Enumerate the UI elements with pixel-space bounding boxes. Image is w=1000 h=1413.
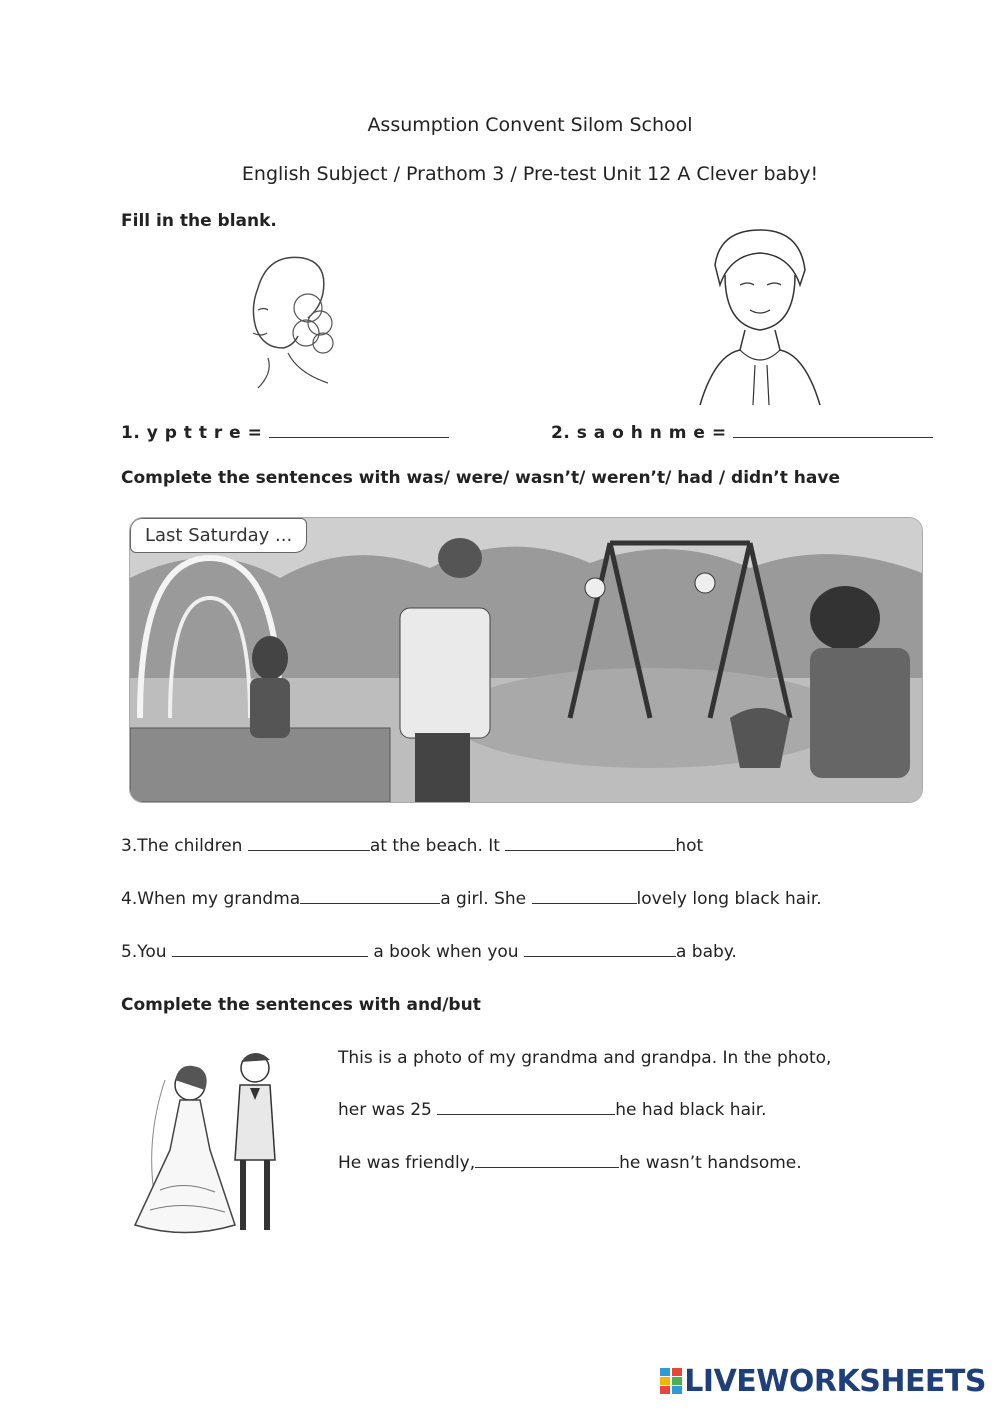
paragraph-line-1: This is a photo of my grandma and grandpa. In the photo, bbox=[338, 1048, 832, 1068]
line2-part-b: he had black hair. bbox=[615, 1100, 767, 1120]
q4-blank-1[interactable] bbox=[300, 889, 440, 904]
q4-part-c: lovely long black hair. bbox=[636, 889, 822, 909]
line3-input[interactable] bbox=[475, 1154, 619, 1172]
q5-part-a: 5.You bbox=[121, 942, 167, 962]
q2-answer-blank[interactable] bbox=[733, 423, 933, 438]
q4-part-b: a girl. She bbox=[440, 889, 527, 909]
q3-input-2[interactable] bbox=[505, 837, 675, 855]
section1-instruction: Fill in the blank. bbox=[121, 211, 277, 231]
q5-blank-1[interactable] bbox=[172, 942, 368, 957]
paragraph-line-3 bbox=[338, 1153, 802, 1173]
boy-portrait-image bbox=[695, 225, 825, 410]
question-5 bbox=[121, 942, 737, 962]
q4-blank-2[interactable] bbox=[532, 889, 637, 904]
paragraph-line-2 bbox=[338, 1100, 767, 1120]
q5-blank-2[interactable] bbox=[524, 942, 676, 957]
question-1 bbox=[121, 423, 449, 443]
question-3 bbox=[121, 836, 703, 856]
section3-instruction: Complete the sentences with and/but bbox=[121, 995, 481, 1015]
section2-instruction: Complete the sentences with was/ were/ wasn’t/ weren’t/ had / didn’t have bbox=[121, 468, 840, 488]
liveworksheets-logo[interactable] bbox=[660, 1364, 986, 1399]
q3-input-1[interactable] bbox=[248, 837, 370, 855]
q2-answer-input[interactable] bbox=[733, 424, 933, 442]
q3-part-c: hot bbox=[675, 836, 704, 856]
q3-blank-1[interactable] bbox=[248, 836, 370, 851]
q3-blank-2[interactable] bbox=[505, 836, 675, 851]
line3-part-a: He was friendly, bbox=[338, 1153, 476, 1173]
line3-part-b: he wasn’t handsome. bbox=[619, 1153, 802, 1173]
q4-part-a: 4.When my grandma bbox=[121, 889, 301, 909]
q5-input-1[interactable] bbox=[172, 943, 368, 961]
q5-part-c: a baby. bbox=[675, 942, 737, 962]
line2-input[interactable] bbox=[437, 1101, 615, 1119]
girl-portrait-image bbox=[228, 248, 348, 398]
q3-part-a: 3.The children bbox=[121, 836, 243, 856]
line2-blank[interactable] bbox=[437, 1100, 615, 1115]
question-2 bbox=[551, 423, 933, 443]
worksheet-subtitle: English Subject / Prathom 3 / Pre-test Unit 12 A Clever baby! bbox=[241, 163, 819, 185]
park-scene-image bbox=[129, 517, 923, 803]
q4-input-2[interactable] bbox=[532, 890, 637, 908]
scene-label: Last Saturday ... bbox=[130, 518, 307, 553]
wedding-couple-image bbox=[125, 1040, 335, 1245]
line3-blank[interactable] bbox=[475, 1153, 619, 1168]
q5-part-b: a book when you bbox=[373, 942, 519, 962]
q1-answer-input[interactable] bbox=[269, 424, 449, 442]
liveworksheets-brand-text: LIVEWORKSHEETS bbox=[684, 1364, 986, 1399]
q5-input-2[interactable] bbox=[524, 943, 676, 961]
q4-input-1[interactable] bbox=[300, 890, 440, 908]
liveworksheets-logo-icon bbox=[660, 1368, 682, 1394]
q3-part-b: at the beach. It bbox=[369, 836, 500, 856]
q1-answer-blank[interactable] bbox=[269, 423, 449, 438]
q2-prompt: 2. s a o h n m e = bbox=[551, 423, 727, 443]
park-illustration bbox=[130, 518, 922, 802]
question-4 bbox=[121, 889, 822, 909]
q1-prompt: 1. y p t t r e = bbox=[121, 423, 263, 443]
line2-part-a: her was 25 bbox=[338, 1100, 432, 1120]
school-title: Assumption Convent Silom School bbox=[367, 114, 693, 136]
